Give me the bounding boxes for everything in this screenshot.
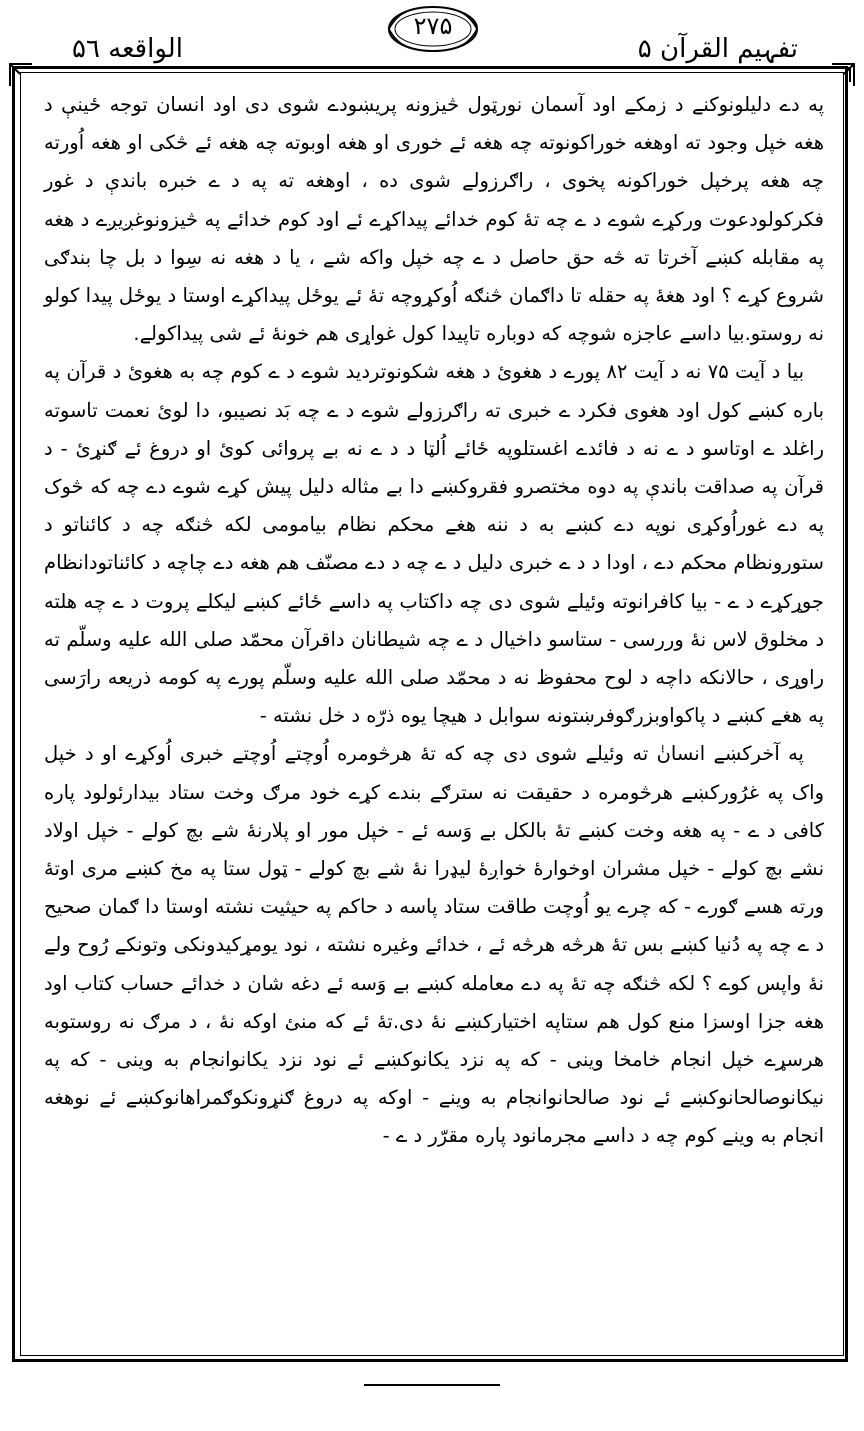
end-divider [364, 1384, 500, 1386]
paragraph-3: په آخرکښے انسانٰ ته وئیلے شوی دی چه که تهٔ هرڅومره اُوچتے اُوچتے خبری اُوکړے او د خپل واک په غرُورکښے هرڅومره د حقیقت نه سترګے بندے کړے خود مرګ وخت ستاد بیدارئولود پاره کافی د ے - په هغه وخت کښے تهٔ بالکل بے وَسه ئے - خپل مور او پلارنهٔ شے بچ کولے - خپل اولاد نشے بچ کولے - خپل مشران اوخوارهٔ خواږهٔ لیډرا نهٔ شے بچ کولے - ټول ستا په مخ کښے مری اوتهٔ ورته هسے ګورے - که چرے یو اُوچت طاقت ستاد پاسه د حاکم په حیثیت نشته اوستا دا ګمان صحیح د ے چه په دُنیا کښے بس تهٔ هرڅه هرڅه ئے ، خدائے وغیره نشته ، نود یومړکیدونکی وتونکے رُوح ولے نهٔ واپس کوے ؟ لکه څنګه چه تهٔ په دے معامله کښے بے وَسه ئے دغه شان د خدائے حساب کتاب اود هغه جزا اوسزا منع کول هم ستاپه اختیارکښے نهٔ دی.تهٔ ئے که منئ اوکه نهٔ ، د مرګ نه روستوبه هرسړے خپل انجام خامخا وینی - که په نزد یکانوکښے ئے نود نزد یکانوانجام به وینی - که په نیکانوصالحانوکښے ئے نود صالحانوانجام به وینے - اوکه په دروغ ګنړونکوګمراهانوکښے ئے نوهغه انجام به وینے کوم چه د داسے مجرمانود پاره مقرّر د ے - [44, 742, 824, 1148]
corner-ornament-icon [8, 62, 34, 88]
surah-title: الواقعه ۵٦ [72, 34, 183, 64]
main-text [44, 86, 824, 1156]
page-header [0, 0, 864, 70]
page-number: ۲۷۵ [413, 12, 453, 40]
book-title: تفہیم القرآن ۵ [637, 34, 798, 64]
corner-ornament-icon [830, 62, 856, 88]
paragraph-2: بیا د آیت ۷۵ نه د آیت ۸۲ پورے د هغوئ د هغه شکونوتردید شوے د ے کوم چه به هغوئ د قرآن په باره کښے کول اود هغوی فکرد ے خبری ته راګرزولے شوے د ے چه بَد نصیبو، دا لوئ نعمت تاسوته راغلد ے اوتاسو د ے نه د فائدے اغستلوپه ځائے اُلټا د د ے نه بے پروائی کوئ او دروغ ئے ګنړئ - د قرآن په صداقت باندې په دوه مختصرو فقروکښے دا بے مثاله دلیل پیش کړے شوے دے چه که څوک په دے غوراُوکړی نوپه دے کښے به د ننه هغے محکم نظام بیامومی لکه څنګه چه د کائناتو د ستورونظام محکم دے ، اودا د د ے خبری دلیل د ے چه د دے مصنّف هم هغه دے چاچه د کائناتودانظام جوړکړے د ے - بیا کافرانوته وئیلے شوی دی چه داکتاب په داسے ځائے کښے لیکلے پروت د ے چه هلته د مخلوق لاس نهٔ وررسی - ستاسو داخیال د ے چه شیطانان داقرآن محمّد صلی الله علیه وسلّم ته راوړی ، حالانکه داچه د لوح محفوظ نه د محمّد صلی الله علیه وسلّم پورے په کومه ذریعه رارَسی په هغے کښے د پاکواوبزرګوفرښتونه سوابل د هیچا یوه ذرّه د خل نشته - [44, 360, 824, 728]
paragraph-1: په دے دلیلونوکنے د زمکے اود آسمان نورټول څیزونه پریښودے شوی دی اود انسان توجه ځینې د هغه خپل وجود ته اوهغه خوراکونوته چه هغه ئے خوری او هغه اوبوته چه هغه ئے څکی او هغه اُورته چه هغه پرخپل خوراکونه پخوی ، راګرزولے شوی ده ، اوهغه ته په د ے خبره باندې د غور فکرکولودعوت ورکړے شوے د ے چه تهٔ کوم خدائے پیداکړے ئے اود کوم خدائے په څیزونوغږیږے د هغه په مقابله کښے آخرتا ته څه حق حاصل د ے چه خپل واکه شے ، یا د هغه نه سِوا د بل چا بندګی شروع کړے ؟ اود هغهٔ په حقله تا داګمان څنګه اُوکړوچه تهٔ ئے یوځل پیداکړے اوستا د یوځل پیدا کولو نه روستو.بیا داسے عاجزه شوچه که دوباره تاپیدا کول غواړی هم خونهٔ ئے شی پیداکولے. [44, 93, 824, 346]
page-number-seal [386, 4, 480, 54]
